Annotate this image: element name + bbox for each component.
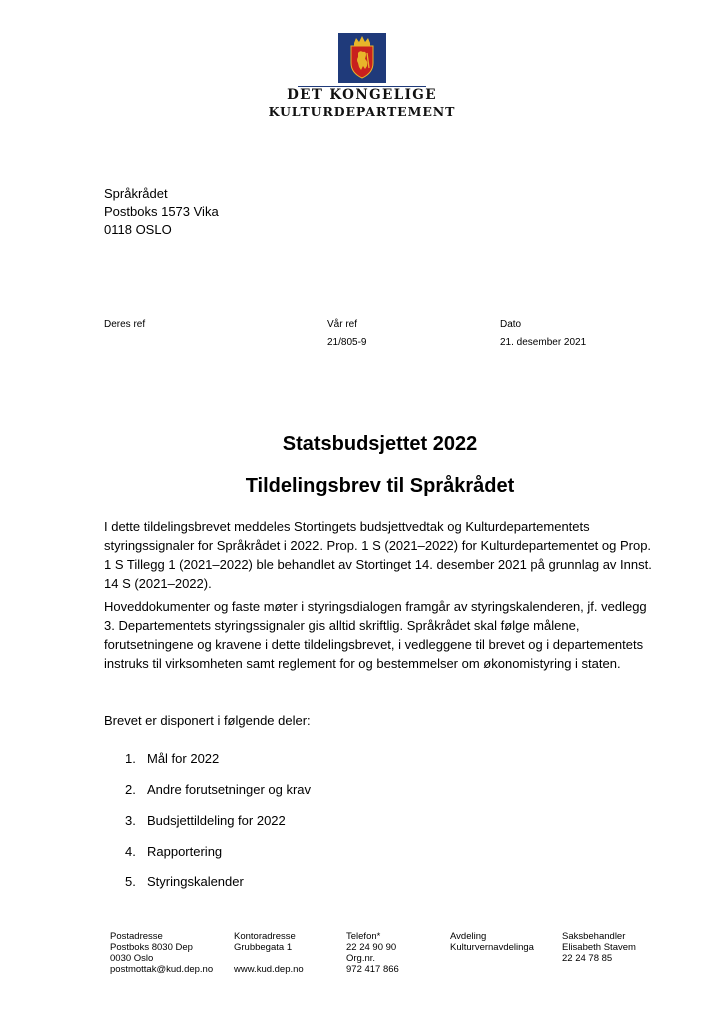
governance-paragraph: Hoveddokumenter og faste møter i styringsdialogen framgår av styringskalenderen, jf. vedlegg 3. Departementets styringssignaler gis alltid skriftlig. Språkrådet skal følge målene, forutsetningene og kravene i dette tildelingsbrevet, i vedleggene til brevet og i departementets instruks til virksomheten samt reglement for og bestemmelser om økonomistyring i staten.	[104, 599, 647, 671]
letterhead-line2: KULTURDEPARTEMENT	[268, 104, 456, 119]
recipient-city: 0118 OSLO	[104, 222, 172, 237]
footer-kontoradresse-label: Kontoradresse	[234, 931, 296, 942]
list-number: 2.	[125, 782, 136, 797]
dato-label: Dato	[500, 319, 522, 330]
dato-value: 21. desember 2021	[500, 337, 587, 348]
footer-postadresse-city: 0030 Oslo	[110, 953, 154, 964]
intro-paragraph: I dette tildelingsbrevet meddeles Stortingets budsjettvedtak og Kulturdepartementets styringssignaler for Språkrådet i 2022. Prop. 1 S (2021–2022) for Kulturdepartementet og Prop. 1 S Tillegg 1 (2021–2022) ble behandlet av Stortinget 14. desember 2021 på grunnlag av Innst. 14 S (2021–2022).	[104, 519, 652, 591]
document-title: Statsbudsjettet 2022	[282, 433, 478, 455]
footer-telefon	[346, 931, 399, 975]
list-item	[125, 874, 244, 889]
list-item	[125, 813, 286, 828]
list-item	[125, 782, 311, 797]
recipient-street: Postboks 1573 Vika	[104, 204, 219, 219]
list-text: Andre forutsetninger og krav	[147, 782, 312, 797]
footer-postadresse	[110, 931, 213, 975]
footer-saksbehandler-name: Elisabeth Stavem	[562, 942, 636, 953]
letterhead-line1: DET KONGELIGE	[287, 87, 437, 103]
royal-crest-icon	[338, 33, 386, 90]
footer-orgnr-label: Org.nr.	[346, 953, 376, 964]
list-number: 3.	[125, 813, 136, 828]
list-text: Mål for 2022	[147, 751, 220, 766]
footer-telefon-number: 22 24 90 90	[346, 942, 397, 953]
footer-avdeling-value: Kulturvernavdelinga	[450, 942, 534, 953]
var-ref-label: Vår ref	[327, 319, 358, 330]
footer-email: postmottak@kud.dep.no	[110, 964, 214, 975]
var-ref-value: 21/805-9	[327, 337, 367, 348]
footer-orgnr-value: 972 417 866	[346, 964, 399, 975]
footer-avdeling	[450, 931, 534, 953]
footer-kontoradresse-street: Grubbegata 1	[234, 942, 293, 953]
list-number: 1.	[125, 751, 136, 766]
letterhead-logo	[262, 30, 462, 130]
footer-saksbehandler	[562, 931, 636, 964]
footer-kontoradresse	[234, 931, 304, 975]
structure-intro: Brevet er disponert i følgende deler:	[104, 713, 311, 728]
list-text: Budsjettildeling for 2022	[147, 813, 286, 828]
list-item	[125, 844, 222, 859]
footer-avdeling-label: Avdeling	[450, 931, 487, 942]
footer-telefon-label: Telefon*	[346, 931, 381, 942]
list-text: Styringskalender	[147, 874, 244, 889]
footer-website: www.kud.dep.no	[234, 964, 304, 975]
deres-ref-label: Deres ref	[104, 319, 146, 330]
recipient-name: Språkrådet	[104, 186, 168, 201]
footer-kontoradresse-blank	[234, 953, 304, 964]
list-text: Rapportering	[147, 844, 223, 859]
list-number: 4.	[125, 844, 136, 859]
footer-postadresse-label: Postadresse	[110, 931, 163, 942]
list-number: 5.	[125, 874, 136, 889]
footer-saksbehandler-label: Saksbehandler	[562, 931, 626, 942]
document-subtitle: Tildelingsbrev til Språkrådet	[245, 475, 515, 497]
list-item	[125, 751, 219, 766]
footer-saksbehandler-phone: 22 24 78 85	[562, 953, 613, 964]
footer-postadresse-street: Postboks 8030 Dep	[110, 942, 193, 953]
